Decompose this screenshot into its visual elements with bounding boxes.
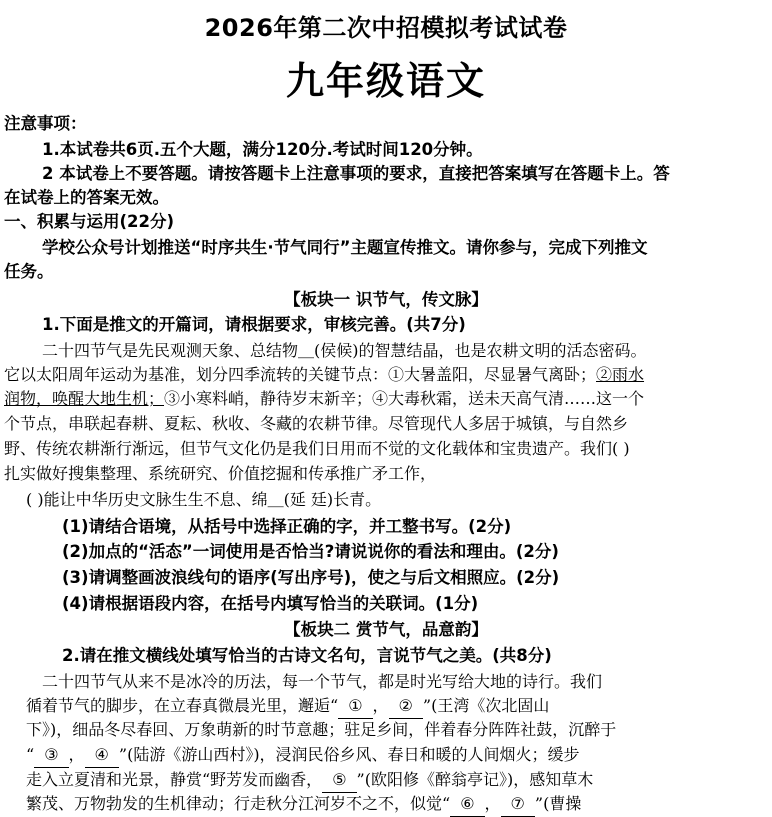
poetry-text: ，: [68, 745, 85, 764]
answer-blank-2[interactable]: ②: [389, 694, 423, 719]
poetry-text: 走入立夏清和光景，静赏“野芳发而幽香，: [26, 770, 323, 789]
sub-question-2: (2)加点的“活态”一词使用是否恰当?请说说你的看法和理由。(2分): [62, 542, 559, 561]
poetry-text: ，: [484, 794, 501, 813]
poetry-text: ”(陆游《游山西村》)，浸润民俗乡风、春日和暖的人间烟火；缓步: [118, 745, 580, 764]
poetry-line-3: 下》)，细品冬尽春回、万象萌新的时节意趣；驻足乡间，伴着春分阵阵社鼓，沉醉于: [26, 720, 617, 739]
notice-heading: 注意事项：: [4, 114, 87, 133]
sub-question-4: (4)请根据语段内容，在括号内填写恰当的关联词。(1分): [62, 594, 479, 613]
passage-line-1: 二十四节气是先民观测天象、总结物＿(侯候)的智慧结晶，也是农耕文明的活态密码。: [42, 341, 647, 360]
poetry-text: 循着节气的脚步，在立春真微晨光里，邂逅“: [26, 696, 339, 715]
notice-item-2b: 在试卷上的答案无效。: [4, 188, 169, 207]
question-2: 2.请在推文横线处填写恰当的古诗文名句，言说节气之美。(共8分): [62, 646, 552, 665]
answer-blank-5[interactable]: ⑤: [322, 768, 356, 793]
passage-text: ③小寒料峭，静待岁末新辛；④大毒秋霜，送未天高气清……这一个: [164, 389, 645, 408]
poetry-line-4: [26, 743, 768, 768]
poetry-line-1: 二十四节气从来不是冰冷的历法，每一个节气，都是时光写给大地的诗行。我们: [42, 672, 603, 691]
sub-question-1: (1)请结合语境，从括号中选择正确的字，并工整书写。(2分): [62, 517, 512, 536]
answer-blank-6[interactable]: ⑥: [450, 792, 484, 817]
poetry-text: ，: [372, 696, 389, 715]
section-1-heading: 一、积累与运用(22分): [4, 212, 175, 231]
exam-title: 2026年第二次中招模拟考试试卷: [204, 14, 568, 42]
poetry-text: “: [26, 745, 35, 764]
passage-line-5: 野、传统农耕渐行渐远，但节气文化仍是我们日用而不觉的文化载体和宝贵遗产。我们( ): [4, 439, 630, 458]
passage-line-2: [4, 363, 768, 387]
passage-line-4: 个节点，串联起春耕、夏耘、秋收、冬藏的农耕节律。尽管现代人多居于城镇，与自然乡: [4, 414, 629, 433]
section-1-intro-a: 学校公众号计划推送“时序共生·节气同行”主题宣传推文。请你参与，完成下列推文: [42, 238, 648, 257]
section-1-intro-b: 任务。: [4, 262, 54, 281]
passage-text: 它以太阳周年运动为基准，划分四季流转的关键节点：①大暑盖阳，尽显暑气离卧；: [4, 365, 597, 384]
poetry-text: ”(欧阳修《醉翁亭记》)，感知草木: [356, 770, 594, 789]
answer-blank-7[interactable]: ⑦: [501, 792, 535, 817]
wavy-underlined-text: ②雨水: [596, 365, 645, 384]
block-2-title: 【板块二 赏节气，品意韵】: [284, 620, 488, 639]
answer-blank-4[interactable]: ④: [85, 743, 119, 768]
notice-item-1: 1.本试卷共6页.五个大题，满分120分.考试时间120分钟。: [42, 140, 483, 159]
notice-item-2a: 2 本试卷上不要答题。请按答题卡上注意事项的要求，直接把答案填写在答题卡上。答: [42, 164, 670, 183]
poetry-line-5: [26, 768, 768, 793]
answer-blank-1[interactable]: ①: [338, 694, 372, 719]
sub-question-3: (3)请调整画波浪线句的语序(写出序号)，使之与后文相照应。(2分): [62, 568, 560, 587]
answer-blank-3[interactable]: ③: [34, 743, 68, 768]
subject-title: 九年级语文: [285, 59, 486, 103]
passage-line-3: [4, 387, 768, 411]
passage-line-6: 扎实做好搜集整理、系统研究、价值挖掘和传承推广矛工作，: [4, 464, 437, 483]
poetry-text: ”(王湾《次北固山: [422, 696, 550, 715]
poetry-text: ”(曹操: [534, 794, 582, 813]
passage-line-7: ( )能让中华历史文脉生生不息、绵＿(延 廷)长青。: [26, 490, 382, 509]
poetry-line-6: [26, 792, 768, 817]
question-1: 1.下面是推文的开篇词，请根据要求，审核完善。(共7分): [42, 315, 466, 334]
poetry-text: 繁茂、万物勃发的生机律动；行走秋分江河岁不之不，似觉“: [26, 794, 451, 813]
poetry-line-2: [26, 694, 768, 719]
block-1-title: 【板块一 识节气，传文脉】: [284, 290, 488, 309]
wavy-underlined-text: 润物，唤醒大地生机；: [4, 389, 165, 408]
